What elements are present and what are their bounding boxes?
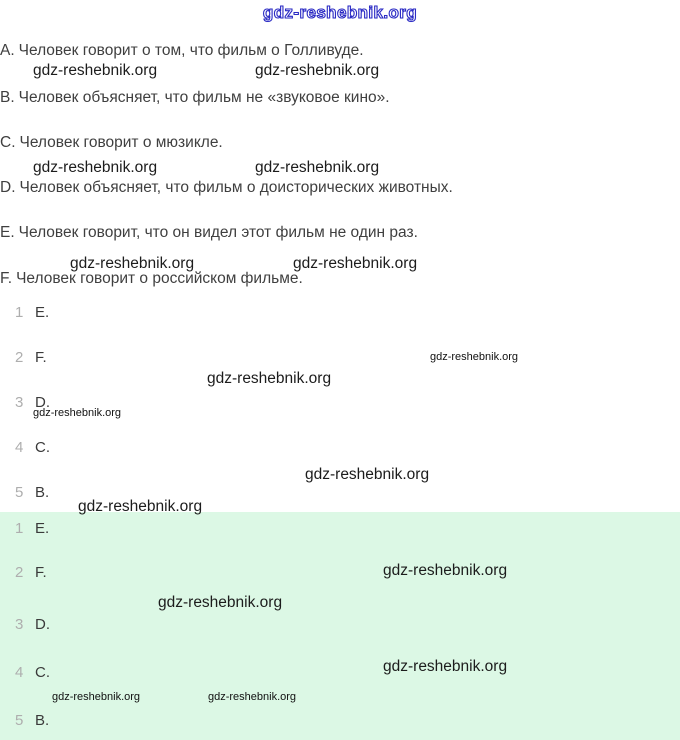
answers-highlight-background (0, 512, 680, 740)
option-row-e (0, 224, 418, 242)
answer-number: 2 (15, 564, 24, 581)
option-row-f (0, 270, 303, 288)
answer-letter: D. (35, 616, 50, 633)
option-row-c (0, 134, 223, 152)
answer-number: 3 (15, 616, 24, 633)
answer-row (0, 664, 50, 681)
answer-letter: F. (35, 349, 47, 366)
option-row-d (0, 179, 453, 197)
answer-row (0, 616, 50, 633)
watermark: gdz-reshebnik.org (430, 351, 519, 363)
option-text: Человек говорит о мюзикле. (19, 134, 223, 151)
watermark: gdz-reshebnik.org (255, 159, 380, 176)
answer-row (0, 304, 49, 321)
option-label: C. (0, 134, 16, 151)
watermark: gdz-reshebnik.org (33, 62, 158, 79)
answer-letter: F. (35, 564, 47, 581)
answer-number: 5 (15, 484, 24, 501)
option-row-b (0, 89, 390, 107)
watermark: gdz-reshebnik.org (78, 498, 203, 515)
answer-row (0, 439, 50, 456)
answer-letter: C. (35, 664, 50, 681)
answer-letter: D. (35, 394, 50, 411)
watermark: gdz-reshebnik.org (383, 658, 508, 675)
answer-row (0, 712, 49, 729)
answer-number: 2 (15, 349, 24, 366)
watermark: gdz-reshebnik.org (383, 562, 508, 579)
answer-letter: E. (35, 520, 50, 537)
watermark: gdz-reshebnik.org (208, 691, 297, 703)
option-label: E. (0, 224, 15, 241)
option-label: F. (0, 270, 13, 287)
watermark: gdz-reshebnik.org (70, 255, 195, 272)
answer-letter: E. (35, 304, 50, 321)
answer-number: 5 (15, 712, 24, 729)
answer-number: 4 (15, 439, 24, 456)
watermark: gdz-reshebnik.org (207, 370, 332, 387)
option-row-a (0, 42, 364, 60)
answer-letter: B. (35, 712, 50, 729)
answer-row (0, 564, 47, 581)
watermark: gdz-reshebnik.org (33, 159, 158, 176)
answer-letter: B. (35, 484, 50, 501)
watermark: gdz-reshebnik.org (158, 594, 283, 611)
answer-row (0, 520, 49, 537)
option-text: Человек говорит о российском фильме. (16, 270, 303, 287)
option-text: Человек говорит, что он видел этот фильм не один раз. (18, 224, 418, 241)
answer-number: 3 (15, 394, 24, 411)
option-text: Человек объясняет, что фильм не «звуковое кино». (18, 89, 390, 106)
option-label: B. (0, 89, 15, 106)
watermark: gdz-reshebnik.org (33, 407, 122, 419)
watermark: gdz-reshebnik.org (52, 691, 141, 703)
option-label: A. (0, 42, 15, 59)
answer-letter: C. (35, 439, 50, 456)
watermark: gdz-reshebnik.org (305, 466, 430, 483)
option-label: D. (0, 179, 16, 196)
answer-row (0, 349, 47, 366)
header-watermark: gdz-reshebnik.org (262, 3, 418, 22)
answer-row (0, 484, 49, 501)
watermark: gdz-reshebnik.org (255, 62, 380, 79)
answer-number: 1 (15, 304, 24, 321)
option-text: Человек говорит о том, что фильм о Голливуде. (18, 42, 364, 59)
answer-number: 4 (15, 664, 24, 681)
watermark: gdz-reshebnik.org (293, 255, 418, 272)
answer-number: 1 (15, 520, 24, 537)
option-text: Человек объясняет, что фильм о доисторических животных. (19, 179, 453, 196)
